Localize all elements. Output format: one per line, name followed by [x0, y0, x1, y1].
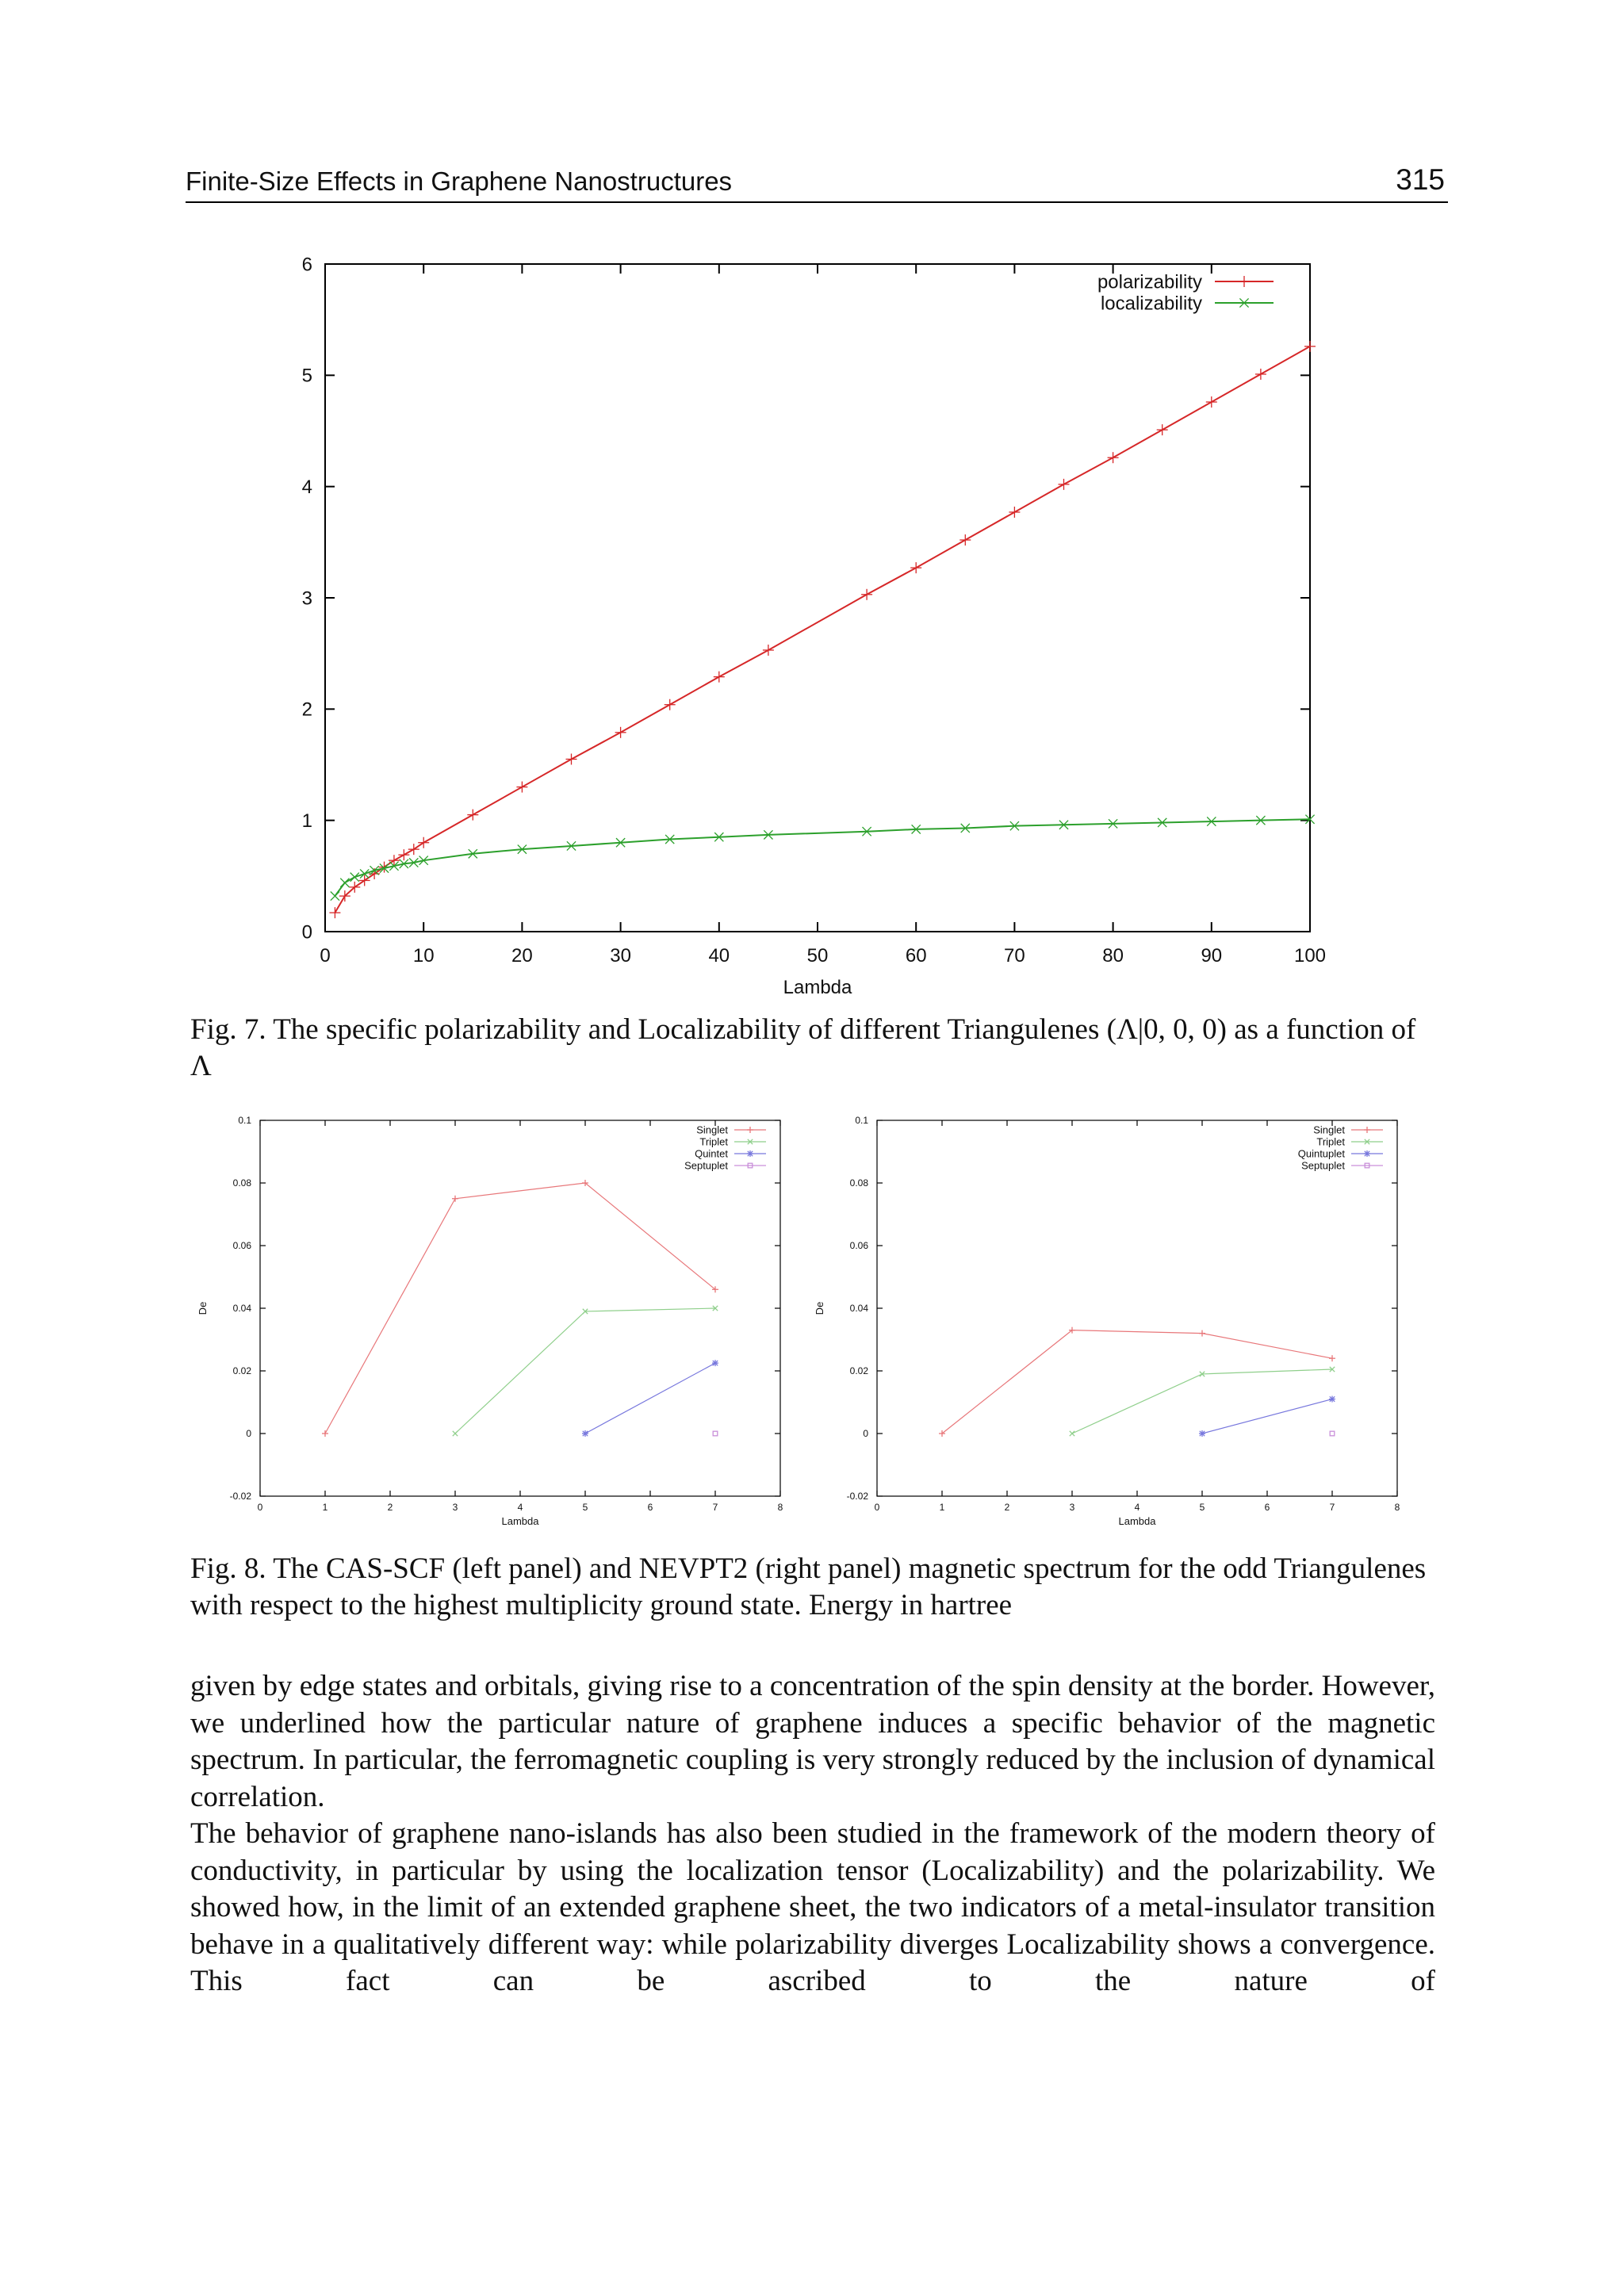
- fig8-right-chart: [807, 1106, 1418, 1550]
- singlet-point: [1199, 1330, 1205, 1337]
- polarizability-point: [1157, 424, 1168, 435]
- x-tick-label: 5: [1199, 1502, 1205, 1513]
- y-tick-label: 0: [301, 921, 312, 944]
- y-tick-label: 6: [301, 254, 312, 276]
- x-axis-label: Lambda: [501, 1515, 539, 1527]
- x-tick-label: 10: [412, 945, 435, 967]
- triplet-point: [453, 1431, 458, 1436]
- polarizability-point: [566, 753, 577, 764]
- y-tick-label: 0.06: [232, 1240, 251, 1252]
- plot-frame: [325, 264, 1310, 932]
- polarizability-point: [1108, 452, 1119, 463]
- septuplet-legend-label: Septuplet: [684, 1159, 728, 1172]
- polarizability-line: [335, 346, 1310, 913]
- x-tick-label: 3: [1069, 1502, 1075, 1513]
- y-tick-label: 0.04: [849, 1303, 868, 1315]
- septuplet-point: [713, 1431, 718, 1436]
- y-tick-label: 0.02: [232, 1365, 251, 1377]
- triplet-point: [1070, 1431, 1074, 1436]
- polarizability-legend-label: polarizability: [1097, 271, 1202, 293]
- quintet-point: [712, 1360, 718, 1366]
- quintuplet-line: [1202, 1399, 1332, 1434]
- y-tick-label: 0.06: [849, 1240, 868, 1252]
- plot-frame: [877, 1120, 1397, 1496]
- x-tick-label: 5: [582, 1502, 588, 1513]
- triplet-legend-label: Triplet: [699, 1135, 728, 1148]
- y-tick-label: -0.02: [229, 1491, 251, 1503]
- singlet-legend-label: Singlet: [696, 1124, 728, 1136]
- localizability-legend-label: localizability: [1100, 293, 1202, 315]
- y-tick-label: -0.02: [846, 1491, 868, 1503]
- x-tick-label: 3: [452, 1502, 458, 1513]
- x-tick-label: 0: [320, 945, 331, 967]
- y-tick-label: 0.08: [232, 1177, 251, 1189]
- polarizability-point: [665, 699, 676, 710]
- quintet-point: [582, 1430, 588, 1437]
- x-axis-label: Lambda: [1118, 1515, 1156, 1527]
- localizability-line: [335, 819, 1310, 896]
- x-tick-label: 6: [647, 1502, 653, 1513]
- triplet-line: [1072, 1369, 1332, 1434]
- x-tick-label: 7: [1329, 1502, 1335, 1513]
- polarizability-point: [763, 645, 774, 656]
- x-tick-label: 70: [1004, 945, 1025, 967]
- polarizability-point: [467, 810, 478, 821]
- polarizability-point: [1059, 479, 1070, 490]
- body-paragraph-1: given by edge states and orbitals, giving rise to a concentration of the spin density at the border. However, we underlined how the particular nature of graphene induces a specific behavior of the magnetic spectrum. In particular, the ferromagnetic coupling is very strongly reduced by the inclusion of dynamical correlation.: [190, 1670, 1435, 1813]
- polarizability-point: [398, 849, 409, 860]
- x-tick-label: 1: [322, 1502, 328, 1513]
- polarizability-point: [959, 534, 971, 545]
- fig7-chart: [270, 250, 1332, 1003]
- y-tick-label: 0.02: [849, 1365, 868, 1377]
- septuplet-point: [1330, 1431, 1335, 1436]
- quintuplet-legend-label: Quintuplet: [1297, 1147, 1345, 1160]
- x-tick-label: 8: [1394, 1502, 1400, 1513]
- x-tick-label: 0: [257, 1502, 263, 1513]
- polarizability-point: [1009, 507, 1020, 518]
- quintuplet-point: [1329, 1396, 1335, 1403]
- y-axis-label: De: [197, 1301, 209, 1315]
- polarizability-point: [359, 875, 370, 886]
- polarizability-point: [418, 837, 429, 848]
- quintuplet-legend-marker: [1364, 1150, 1370, 1157]
- x-tick-label: 4: [1134, 1502, 1140, 1513]
- fig7-caption: Fig. 7. The specific polarizability and Localizability of different Triangulenes (Λ|0, 0, 0) as a function of Λ: [190, 1013, 1416, 1082]
- x-axis-label: Lambda: [783, 977, 852, 998]
- x-tick-label: 7: [712, 1502, 718, 1513]
- polarizability-legend-marker: [1239, 276, 1250, 287]
- singlet-legend-label: Singlet: [1313, 1124, 1345, 1136]
- polarizability-point: [910, 562, 921, 573]
- x-tick-label: 2: [387, 1502, 393, 1513]
- y-tick-label: 4: [301, 477, 312, 499]
- y-axis-label: De: [814, 1301, 825, 1315]
- singlet-point: [322, 1430, 328, 1437]
- body-paragraph-2: The behavior of graphene nano-islands has also been studied in the framework of the modern theory of conductivity, in particular by using the localization tensor (Localizability) and the polarizability. We showed how, in the limit of an extended graphene sheet, the two indicators of a metal-insulator transition behave in a qualitatively different way: while polarizability diverges Localizability shows a convergence. This fact can be ascribed to the nature of: [190, 1817, 1435, 1997]
- x-tick-label: 40: [708, 945, 730, 967]
- singlet-point: [452, 1196, 458, 1202]
- polarizability-point: [1255, 369, 1266, 380]
- localizability-point: [331, 891, 339, 900]
- triplet-legend-label: Triplet: [1316, 1135, 1345, 1148]
- x-tick-label: 20: [511, 945, 533, 967]
- body-text: [190, 1668, 1435, 2000]
- polarizability-point: [516, 782, 527, 793]
- triplet-line: [455, 1308, 715, 1434]
- singlet-line: [942, 1330, 1332, 1434]
- y-tick-label: 3: [301, 588, 312, 610]
- y-tick-label: 5: [301, 365, 312, 387]
- x-tick-label: 0: [874, 1502, 880, 1513]
- running-title: Finite-Size Effects in Graphene Nanostructures: [186, 167, 733, 196]
- polarizability-point: [861, 589, 872, 600]
- x-tick-label: 50: [806, 945, 829, 967]
- quintet-line: [585, 1363, 715, 1434]
- x-tick-label: 30: [610, 945, 631, 967]
- x-tick-label: 2: [1004, 1502, 1010, 1513]
- localizability-point: [340, 879, 349, 887]
- polarizability-point: [1206, 396, 1217, 408]
- y-tick-label: 0.04: [232, 1303, 251, 1315]
- x-tick-label: 90: [1201, 945, 1223, 967]
- fig8-left-chart: [190, 1106, 801, 1550]
- x-tick-label: 80: [1102, 945, 1124, 967]
- x-tick-label: 4: [517, 1502, 523, 1513]
- singlet-legend-marker: [747, 1127, 753, 1133]
- singlet-legend-marker: [1364, 1127, 1370, 1133]
- quintet-legend-marker: [747, 1150, 753, 1157]
- running-header: [186, 162, 1448, 203]
- singlet-point: [1329, 1355, 1335, 1361]
- y-tick-label: 1: [301, 810, 312, 833]
- x-tick-label: 100: [1293, 945, 1327, 967]
- polarizability-point: [1304, 341, 1316, 352]
- page-number: 315: [1396, 163, 1445, 196]
- singlet-line: [325, 1183, 715, 1434]
- x-tick-label: 8: [777, 1502, 783, 1513]
- x-tick-label: 60: [905, 945, 927, 967]
- y-tick-label: 2: [301, 699, 312, 721]
- quintet-legend-label: Quintet: [695, 1147, 728, 1160]
- y-tick-label: 0: [246, 1428, 251, 1440]
- y-tick-label: 0.1: [855, 1115, 868, 1127]
- x-tick-label: 1: [939, 1502, 945, 1513]
- polarizability-point: [615, 727, 626, 738]
- fig8-caption: Fig. 8. The CAS-SCF (left panel) and NEVPT2 (right panel) magnetic spectrum for the odd Triangulenes with respect to the highest multiplicity ground state. Energy in hartree: [190, 1552, 1427, 1621]
- localizability-point: [350, 873, 359, 882]
- septuplet-legend-label: Septuplet: [1301, 1159, 1345, 1172]
- y-tick-label: 0.1: [238, 1115, 251, 1127]
- y-tick-label: 0.08: [849, 1177, 868, 1189]
- polarizability-point: [408, 844, 419, 855]
- polarizability-point: [714, 672, 725, 683]
- quintuplet-point: [1199, 1430, 1205, 1437]
- y-tick-label: 0: [863, 1428, 868, 1440]
- x-tick-label: 6: [1264, 1502, 1270, 1513]
- polarizability-point: [329, 907, 340, 918]
